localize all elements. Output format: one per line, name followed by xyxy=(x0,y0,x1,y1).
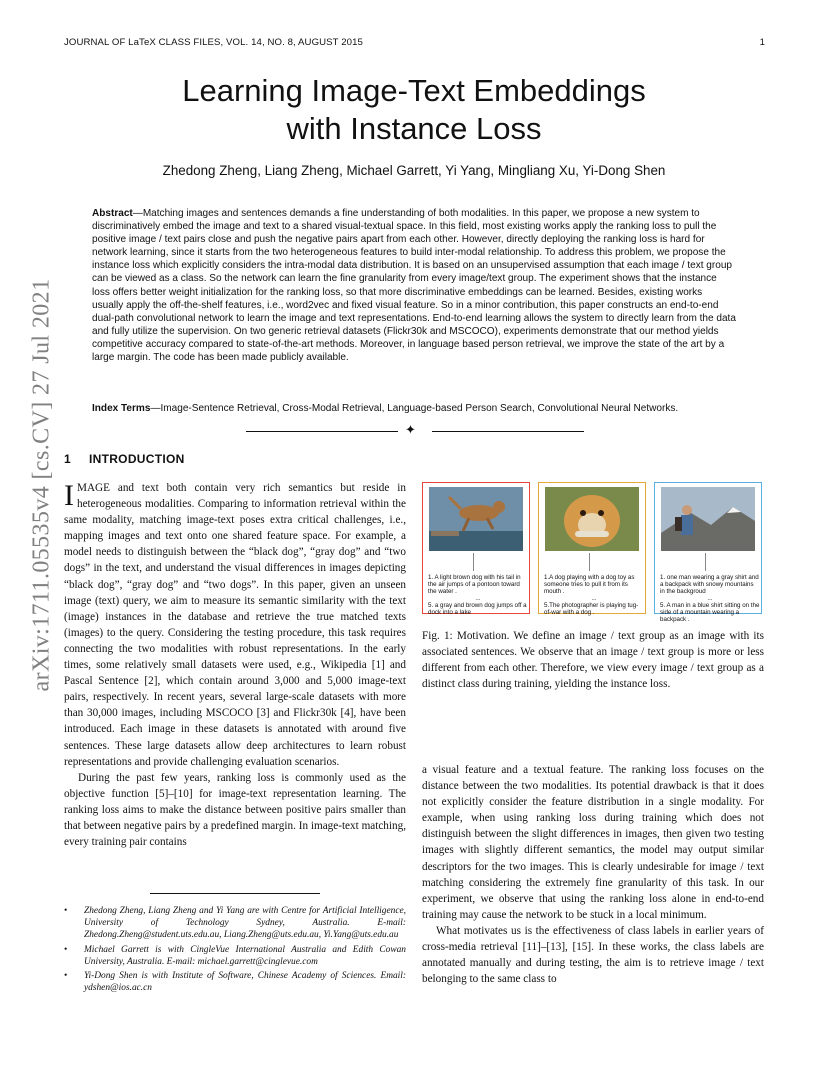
abstract-text: —Matching images and sentences demands a fine understanding of both modalities. In this paper, we propose a new system to discriminatively embed the image and text to a shared visual-textual space. In this field, most existing works apply the ranking loss to pull the positive image / text pairs close and push the negative pairs apart from each other. However, directly deploying the ranking loss is hard for network learning, since it starts from the two heterogeneous features to build inter-modal relationship. To address this problem, we propose the instance loss which explicitly considers the intra-modal data distribution. It is based on an unsupervised assumption that each image / text group can be viewed as a class. So the network can learn the fine granularity from every image/text group. The experiment shows that the instance loss offers better weight initialization for the ranking loss, so that more discriminative embeddings can be learned. Besides, existing works usually apply the off-the-shelf features, i.e., word2vec and fixed visual feature. So in a minor contribution, this paper constructs an end-to-end dual-path convolutional network to learn the image and text representations. End-to-end learning allows the system to directly learn from the data and fully utilize the supervision. On two generic retrieval datasets (Flickr30k and MSCOCO), experiments demonstrate that our method yields competitive accuracy compared to state-of-the-art methods. Moreover, in language based person retrieval, we improve the state of the art by a large margin. The code has been made publicly available. xyxy=(92,208,736,364)
footnote-text: Michael Garrett is with CingleVue International Australia and Edith Cowan University, Australia. E-mail: michael.garrett@cinglevue.com xyxy=(84,944,406,967)
index-terms-label: Index Terms xyxy=(92,403,151,414)
panel-1-caption-bottom: 5. a gray and brown dog jumps off a dock into a lake xyxy=(428,601,527,616)
divider-left xyxy=(246,431,398,432)
dog-jumping-photo xyxy=(429,487,523,551)
index-terms xyxy=(92,403,736,414)
section-title: INTRODUCTION xyxy=(88,452,185,466)
footnote-item: • Zhedong Zheng, Liang Zheng and Yi Yang are with Centre for Artificial Intelligence, University of Technology Sydney, Australia. E-mail: Zhedong.Zheng@student.uts.edu.au, Liang.Zheng@uts.edu.au, Yi.Yang@uts.edu.au xyxy=(64,906,406,941)
figure-panel-3 xyxy=(654,482,762,624)
title-line-1: Learning Image-Text Embeddings xyxy=(182,73,646,108)
section-heading xyxy=(64,452,185,466)
panel-2-ellipsis: ... xyxy=(591,594,597,602)
section-number: 1 xyxy=(64,452,71,466)
intro-paragraph-1 xyxy=(64,480,406,770)
footnote-text: Zhedong Zheng, Liang Zheng and Yi Yang are with Centre for Artificial Intelligence, University of Technology Sydney, Australia. E-mail: Zhedong.Zheng@student.uts.edu.au, Liang.Zheng@uts.edu.au, Yi.Yang@uts.edu.au xyxy=(84,906,406,941)
title-line-2: with Instance Loss xyxy=(286,111,542,146)
arxiv-stamp xyxy=(22,278,62,692)
footnote-text: Yi-Dong Shen is with Institute of Software, Chinese Academy of Sciences. Email: ydshen@ios.ac.cn xyxy=(84,971,406,994)
intro-paragraph-2: During the past few years, ranking loss is commonly used as the objective function [5]–[10] for image-text representation learning. The ranking loss aims to make the distance between positive pairs smaller than that between negative pairs by a predefined margin. In image-text matching, every training pair contains xyxy=(64,771,406,849)
figure-caption: Fig. 1: Motivation. We define an image / text group as an image with its associated sentences. We observe that an image / text group is more or less different from each other. Therefore, we view every image / text group as a distinct class during training, yielding the instance loss. xyxy=(422,630,764,691)
panel-3-caption-bottom: 5. A man in a blue shirt sitting on the side of a mountain wearing a backpack . xyxy=(660,601,760,624)
panel-1-caption-top: 1. A light brown dog with his tail in the air jumps of a pontoon toward the water . xyxy=(428,574,521,596)
dog-toy-photo xyxy=(545,487,639,551)
abstract-label: Abstract xyxy=(92,208,133,219)
arxiv-stamp-text: arXiv:1711.05535v4 [cs.CV] 27 Jul 2021 xyxy=(28,278,55,692)
footnotes xyxy=(64,905,406,996)
panel-2-caption-top: 1.A dog playing with a dog toy as someone tries to pull it from its mouth . xyxy=(544,574,635,596)
footnote-rule xyxy=(150,893,320,894)
divider-right xyxy=(432,431,584,432)
right-column xyxy=(422,762,764,987)
intro-paragraph-1-text: MAGE and text both contain very rich semantics but reside in heterogeneous modalities. Comparing to information retrieval within the same modality, matching image-text poses extra critical challenges, i.e., mapping images and text onto one shared feature space. For example, a model needs to distinguish between the “black dog”, “gray dog” and “two dogs” in the text, and understand the visual differences in images depicting “black dog”, “gray dog” and “two dogs”. In this paper, given an unseen image (text) query, we aim to measure its semantic similarity with the text (image) instances in the database and retrieve the true matched texts (images) to the query. Considering the testing procedure, this task requires connecting the two modalities with robust representations. In the early times, some relatively small datasets were used, e.g., Wikipedia [1] and Pascal Sentence [2], which contain around 3,000 and 5,000 image-text pairs, respectively. In recent years, several large-scale datasets with more than 30,000 images, including MSCOCO [3] and Flickr30k [4], have been introduced. Each image in these datasets is annotated with around five sentences. These large datasets allow deep architectures to learn robust representations and provide challenging evaluation scenarios. xyxy=(64,482,406,768)
figure-panel-1 xyxy=(422,482,530,614)
figure-panel-2 xyxy=(538,482,646,614)
footnote-item: • Michael Garrett is with CingleVue International Australia and Edith Cowan University, Australia. E-mail: michael.garrett@cinglevue.com xyxy=(64,944,406,967)
right-paragraph-1: a visual feature and a textual feature. The ranking loss focuses on the distance between the two modalities. Its potential drawback is that it does not explicitly consider the feature distribution in a single modality. For example, when using ranking loss during training which does not distinguish between the slight differences in images, then given two testing images with slightly different semantics, the model may output similar descriptors for the two images. This is clearly undesirable for image / text matching considering the extremely fine granularity of this task. In our experiment, we observe that using the ranking loss alone in end-to-end training may cause the network to be stuck in a local minimum. xyxy=(422,764,764,921)
journal-header: JOURNAL OF LaTeX CLASS FILES, VOL. 14, NO. 8, AUGUST 2015 xyxy=(64,37,363,48)
abstract xyxy=(92,207,736,364)
panel-3-caption-top: 1. one man wearing a gray shirt and a backpack with snowy mountains in the backgroud xyxy=(660,574,759,596)
drop-cap: I xyxy=(64,479,74,512)
man-mountain-photo xyxy=(661,487,755,551)
divider-symbol: ✦ xyxy=(405,423,416,438)
panel-2-caption-bottom: 5.The photographer is playing tug-of-war with a dog . xyxy=(544,601,639,616)
footnote-item: • Yi-Dong Shen is with Institute of Software, Chinese Academy of Sciences. Email: ydshen@ios.ac.cn xyxy=(64,971,406,994)
panel-3-ellipsis: ... xyxy=(707,594,713,602)
panel-1-ellipsis: ... xyxy=(475,594,481,602)
index-terms-text: —Image-Sentence Retrieval, Cross-Modal Retrieval, Language-based Person Search, Convolutional Neural Networks. xyxy=(150,403,679,414)
left-column xyxy=(64,480,406,850)
right-paragraph-2: What motivates us is the effectiveness of class labels in earlier years of cross-media retrieval [11]–[13], [15]. In these works, the class labels are annotated manually and during testing, the aim is to retrieve image / text belonging to the same class to xyxy=(422,924,764,986)
paper-title xyxy=(100,72,728,148)
figure-1 xyxy=(422,482,764,624)
author-list: Zhedong Zheng, Liang Zheng, Michael Garrett, Yi Yang, Mingliang Xu, Yi-Dong Shen xyxy=(162,163,666,178)
page-number: 1 xyxy=(759,37,765,48)
